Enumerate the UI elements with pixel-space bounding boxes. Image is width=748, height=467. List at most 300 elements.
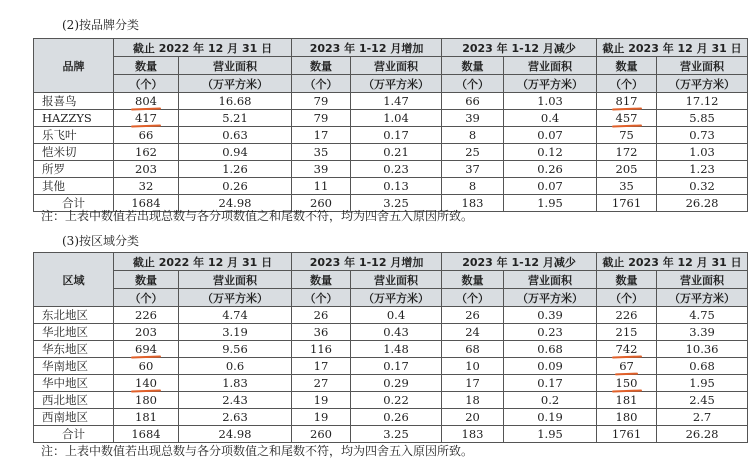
cell-value: 3.39 [689, 324, 715, 339]
header-row-label: 品牌 [34, 39, 114, 93]
table-cell [442, 426, 504, 443]
table-cell [351, 110, 442, 127]
table-cell [292, 161, 351, 178]
cell-value: 181 [615, 392, 638, 407]
row-label: 其他 [34, 178, 114, 195]
table-row [34, 93, 748, 110]
cell-value: 1.04 [383, 110, 409, 125]
table-cell [292, 110, 351, 127]
table-cell [504, 409, 597, 426]
table-cell [442, 161, 504, 178]
table-cell [597, 178, 657, 195]
table-cell [351, 358, 442, 375]
row-label: 东北地区 [34, 307, 114, 324]
cell-value: 1.95 [537, 195, 563, 210]
cell-value: 203 [135, 324, 157, 339]
table-cell [442, 307, 504, 324]
table-row [34, 144, 748, 161]
cell-value: 0.4 [386, 307, 406, 322]
cell-value: 1.47 [383, 93, 409, 108]
header-metric: 数量 [597, 57, 657, 75]
table-cell [292, 307, 351, 324]
region-table [33, 252, 748, 443]
table-cell [292, 375, 351, 392]
cell-value: 0.43 [383, 324, 409, 339]
cell-value: 10 [465, 358, 480, 373]
table-cell [179, 307, 292, 324]
cell-value: 18 [465, 392, 480, 407]
cell-value: 3.25 [383, 426, 409, 441]
table-cell [114, 93, 179, 110]
header-metric: 营业面积 [657, 57, 748, 75]
cell-value: 0.2 [540, 392, 560, 407]
header-unit: （个） [114, 75, 179, 93]
table-cell [442, 93, 504, 110]
cell-value: 5.85 [689, 110, 715, 125]
cell-value: 0.39 [537, 307, 563, 322]
cell-value: 75 [619, 127, 634, 142]
cell-value: 1.03 [537, 93, 563, 108]
cell-value: 26.28 [685, 195, 719, 210]
table-cell [597, 426, 657, 443]
table-cell [504, 324, 597, 341]
table-cell [179, 161, 292, 178]
cell-value: 11 [313, 178, 329, 193]
header-metric: 数量 [292, 271, 351, 289]
table-cell [597, 144, 657, 161]
cell-value: 2.43 [222, 392, 248, 407]
cell-value: 183 [461, 426, 484, 441]
region-table-note: 注：上表中数值若出现总数与各分项数值之和尾数不符，均为四舍五入原因所致。 [41, 444, 474, 458]
row-label: 西南地区 [34, 409, 114, 426]
header-metric: 数量 [597, 271, 657, 289]
cell-value: 24 [465, 324, 480, 339]
cell-value: 180 [615, 409, 638, 424]
table-cell [597, 195, 657, 212]
cell-value: 0.29 [383, 375, 409, 390]
table-row [34, 358, 748, 375]
cell-value: 226 [615, 307, 638, 322]
header-period: 2023 年 1-12 月增加 [292, 253, 442, 271]
cell-value: 162 [135, 144, 157, 159]
cell-value: 17 [313, 127, 329, 142]
header-period: 2023 年 1-12 月增加 [292, 39, 442, 57]
table-cell [179, 426, 292, 443]
header-unit: （个） [442, 289, 504, 307]
cell-value: 1684 [131, 195, 161, 210]
row-label: 报喜鸟 [34, 93, 114, 110]
header-metric: 营业面积 [351, 57, 442, 75]
cell-value: 1.95 [689, 375, 715, 390]
cell-value: 25 [465, 144, 480, 159]
highlighted-cell-value: 694 [135, 341, 157, 356]
highlighted-cell-value: 457 [615, 110, 638, 125]
table-cell [504, 110, 597, 127]
table-cell [657, 110, 748, 127]
row-label: 合计 [34, 195, 114, 212]
table-cell [657, 195, 748, 212]
cell-value: 0.23 [537, 324, 563, 339]
cell-value: 4.74 [222, 307, 248, 322]
header-metric: 数量 [114, 271, 179, 289]
header-unit: （万平方米） [179, 75, 292, 93]
table-cell [351, 324, 442, 341]
cell-value: 19 [313, 392, 329, 407]
cell-value: 26 [313, 307, 329, 322]
table-cell [657, 358, 748, 375]
header-unit: （个） [292, 289, 351, 307]
cell-value: 0.63 [222, 127, 248, 142]
header-unit: （个） [442, 75, 504, 93]
table-cell [351, 392, 442, 409]
table-cell [657, 392, 748, 409]
cell-value: 79 [313, 93, 329, 108]
row-label: 华东地区 [34, 341, 114, 358]
table-cell [179, 392, 292, 409]
table-cell [442, 375, 504, 392]
table-cell [351, 178, 442, 195]
table-row [34, 178, 748, 195]
table-cell [504, 127, 597, 144]
cell-value: 1.26 [222, 161, 248, 176]
header-unit: （万平方米） [351, 75, 442, 93]
cell-value: 203 [135, 161, 157, 176]
highlighted-cell-value: 67 [619, 358, 634, 373]
cell-value: 10.36 [685, 341, 719, 356]
header-unit: （万平方米） [657, 75, 748, 93]
cell-value: 0.09 [537, 358, 563, 373]
cell-value: 0.73 [689, 127, 715, 142]
cell-value: 39 [313, 161, 329, 176]
cell-value: 0.26 [222, 178, 248, 193]
cell-value: 0.12 [537, 144, 563, 159]
cell-value: 2.7 [692, 409, 712, 424]
table-row [34, 392, 748, 409]
cell-value: 0.4 [540, 110, 560, 125]
table-cell [114, 127, 179, 144]
table-cell [442, 341, 504, 358]
table-cell [657, 409, 748, 426]
table-cell [114, 392, 179, 409]
table-cell [597, 110, 657, 127]
table-cell [504, 341, 597, 358]
table-cell [114, 375, 179, 392]
row-label: 乐飞叶 [34, 127, 114, 144]
cell-value: 172 [615, 144, 638, 159]
cell-value: 66 [138, 127, 154, 142]
table-cell [442, 110, 504, 127]
row-label: 西北地区 [34, 392, 114, 409]
table-cell [657, 127, 748, 144]
cell-value: 180 [135, 392, 157, 407]
cell-value: 17.12 [685, 93, 719, 108]
row-label: 华北地区 [34, 324, 114, 341]
cell-value: 66 [465, 93, 480, 108]
table-cell [657, 426, 748, 443]
table-cell [657, 307, 748, 324]
table-cell [351, 341, 442, 358]
cell-value: 181 [135, 409, 157, 424]
table-cell [292, 358, 351, 375]
table-cell [114, 358, 179, 375]
header-period: 截止 2022 年 12 月 31 日 [114, 253, 292, 271]
table-cell [351, 127, 442, 144]
cell-value: 68 [465, 341, 480, 356]
table-cell [179, 358, 292, 375]
table-cell [114, 307, 179, 324]
table-cell [179, 127, 292, 144]
row-label: 华南地区 [34, 358, 114, 375]
cell-value: 2.63 [222, 409, 248, 424]
table-cell [597, 358, 657, 375]
table-cell [114, 341, 179, 358]
table-cell [179, 341, 292, 358]
cell-value: 0.17 [537, 375, 563, 390]
highlighted-cell-value: 817 [615, 93, 638, 108]
table-cell [114, 144, 179, 161]
header-unit: （万平方米） [179, 289, 292, 307]
table-cell [657, 324, 748, 341]
table-cell [114, 409, 179, 426]
table-cell [597, 341, 657, 358]
cell-value: 27 [313, 375, 329, 390]
cell-value: 0.94 [222, 144, 248, 159]
header-period: 截止 2023 年 12 月 31 日 [597, 253, 748, 271]
header-period: 截止 2022 年 12 月 31 日 [114, 39, 292, 57]
cell-value: 1.83 [222, 375, 248, 390]
table-cell [597, 127, 657, 144]
highlighted-cell-value: 140 [135, 375, 157, 390]
table-row [34, 375, 748, 392]
cell-value: 8 [468, 178, 477, 193]
cell-value: 35 [313, 144, 329, 159]
table-cell [351, 375, 442, 392]
header-unit: （万平方米） [657, 289, 748, 307]
table-row [34, 409, 748, 426]
cell-value: 215 [615, 324, 638, 339]
cell-value: 205 [615, 161, 638, 176]
table-cell [657, 178, 748, 195]
table-cell [442, 127, 504, 144]
table-row [34, 426, 748, 443]
cell-value: 1.03 [689, 144, 715, 159]
table-cell [657, 161, 748, 178]
cell-value: 226 [135, 307, 157, 322]
cell-value: 3.25 [383, 195, 409, 210]
table-cell [179, 178, 292, 195]
cell-value: 26 [465, 307, 480, 322]
cell-value: 26.28 [685, 426, 719, 441]
table-cell [504, 426, 597, 443]
cell-value: 60 [138, 358, 154, 373]
cell-value: 4.75 [689, 307, 715, 322]
table-cell [292, 341, 351, 358]
region-section-title: (3)按区域分类 [62, 234, 139, 248]
cell-value: 0.13 [383, 178, 409, 193]
table-row [34, 161, 748, 178]
cell-value: 16.68 [218, 93, 252, 108]
cell-value: 0.26 [537, 161, 563, 176]
table-cell [597, 307, 657, 324]
cell-value: 260 [310, 426, 332, 441]
row-label: 恺米切 [34, 144, 114, 161]
table-cell [351, 409, 442, 426]
cell-value: 8 [468, 127, 477, 142]
cell-value: 9.56 [222, 341, 248, 356]
table-cell [504, 307, 597, 324]
cell-value: 0.21 [383, 144, 409, 159]
table-cell [292, 392, 351, 409]
table-cell [442, 409, 504, 426]
table-cell [442, 392, 504, 409]
header-metric: 营业面积 [351, 271, 442, 289]
cell-value: 3.19 [222, 324, 248, 339]
cell-value: 17 [313, 358, 329, 373]
table-cell [114, 178, 179, 195]
header-period: 2023 年 1-12 月减少 [442, 253, 597, 271]
brand-section-title: (2)按品牌分类 [62, 18, 139, 32]
table-cell [504, 161, 597, 178]
table-cell [292, 426, 351, 443]
header-metric: 营业面积 [504, 271, 597, 289]
table-row [34, 307, 748, 324]
header-metric: 营业面积 [179, 57, 292, 75]
table-cell [504, 375, 597, 392]
table-cell [597, 375, 657, 392]
cell-value: 0.19 [537, 409, 563, 424]
cell-value: 35 [619, 178, 634, 193]
cell-value: 19 [313, 409, 329, 424]
cell-value: 2.45 [689, 392, 715, 407]
cell-value: 0.17 [383, 127, 409, 142]
cell-value: 32 [138, 178, 154, 193]
table-cell [442, 358, 504, 375]
cell-value: 1.95 [537, 426, 563, 441]
header-metric: 数量 [442, 271, 504, 289]
table-cell [351, 307, 442, 324]
cell-value: 39 [465, 110, 480, 125]
table-cell [292, 324, 351, 341]
highlighted-cell-value: 742 [615, 341, 638, 356]
cell-value: 17 [465, 375, 480, 390]
table-cell [597, 392, 657, 409]
cell-value: 37 [465, 161, 480, 176]
cell-value: 0.07 [537, 127, 563, 142]
row-label: HAZZYS [34, 110, 114, 127]
cell-value: 1.23 [689, 161, 715, 176]
header-metric: 数量 [114, 57, 179, 75]
table-cell [504, 144, 597, 161]
table-cell [351, 93, 442, 110]
table-cell [179, 144, 292, 161]
cell-value: 0.32 [689, 178, 715, 193]
cell-value: 0.6 [225, 358, 245, 373]
table-cell [351, 426, 442, 443]
table-row [34, 341, 748, 358]
table-cell [351, 144, 442, 161]
table-cell [114, 426, 179, 443]
table-cell [292, 178, 351, 195]
table-cell [179, 93, 292, 110]
header-unit: （个） [597, 75, 657, 93]
table-cell [504, 93, 597, 110]
header-unit: （万平方米） [504, 289, 597, 307]
table-cell [657, 375, 748, 392]
table-cell [442, 178, 504, 195]
table-cell [179, 110, 292, 127]
brand-table-note: 注：上表中数值若出现总数与各分项数值之和尾数不符，均为四舍五入原因所致。 [41, 209, 474, 223]
highlighted-cell-value: 150 [615, 375, 638, 390]
cell-value: 260 [310, 195, 332, 210]
cell-value: 36 [313, 324, 329, 339]
cell-value: 1684 [131, 426, 161, 441]
table-cell [292, 127, 351, 144]
header-row-label: 区域 [34, 253, 114, 307]
cell-value: 0.26 [383, 409, 409, 424]
table-cell [351, 161, 442, 178]
table-row [34, 324, 748, 341]
table-cell [597, 324, 657, 341]
header-unit: （个） [114, 289, 179, 307]
row-label: 合计 [34, 426, 114, 443]
table-cell [114, 161, 179, 178]
header-unit: （个） [292, 75, 351, 93]
cell-value: 24.98 [218, 195, 252, 210]
table-cell [657, 93, 748, 110]
highlighted-cell-value: 804 [135, 93, 157, 108]
header-period: 2023 年 1-12 月减少 [442, 39, 597, 57]
cell-value: 0.68 [689, 358, 715, 373]
row-label: 所罗 [34, 161, 114, 178]
brand-table [33, 38, 748, 212]
table-cell [504, 392, 597, 409]
table-cell [179, 324, 292, 341]
table-row [34, 127, 748, 144]
header-metric: 营业面积 [504, 57, 597, 75]
cell-value: 0.68 [537, 341, 563, 356]
cell-value: 0.22 [383, 392, 409, 407]
cell-value: 183 [461, 195, 484, 210]
table-cell [179, 409, 292, 426]
cell-value: 1761 [611, 195, 642, 210]
table-cell [657, 144, 748, 161]
table-cell [597, 161, 657, 178]
cell-value: 79 [313, 110, 329, 125]
table-cell [179, 375, 292, 392]
header-metric: 数量 [292, 57, 351, 75]
table-cell [504, 178, 597, 195]
highlighted-cell-value: 417 [135, 110, 157, 125]
table-cell [114, 110, 179, 127]
header-metric: 营业面积 [179, 271, 292, 289]
cell-value: 0.23 [383, 161, 409, 176]
header-unit: （个） [597, 289, 657, 307]
table-cell [504, 195, 597, 212]
cell-value: 24.98 [218, 426, 252, 441]
table-cell [292, 93, 351, 110]
header-unit: （万平方米） [504, 75, 597, 93]
cell-value: 116 [310, 341, 332, 356]
table-row [34, 110, 748, 127]
row-label: 华中地区 [34, 375, 114, 392]
table-cell [442, 144, 504, 161]
cell-value: 1.48 [383, 341, 409, 356]
cell-value: 0.07 [537, 178, 563, 193]
cell-value: 5.21 [222, 110, 248, 125]
header-metric: 数量 [442, 57, 504, 75]
table-cell [657, 341, 748, 358]
table-cell [442, 324, 504, 341]
